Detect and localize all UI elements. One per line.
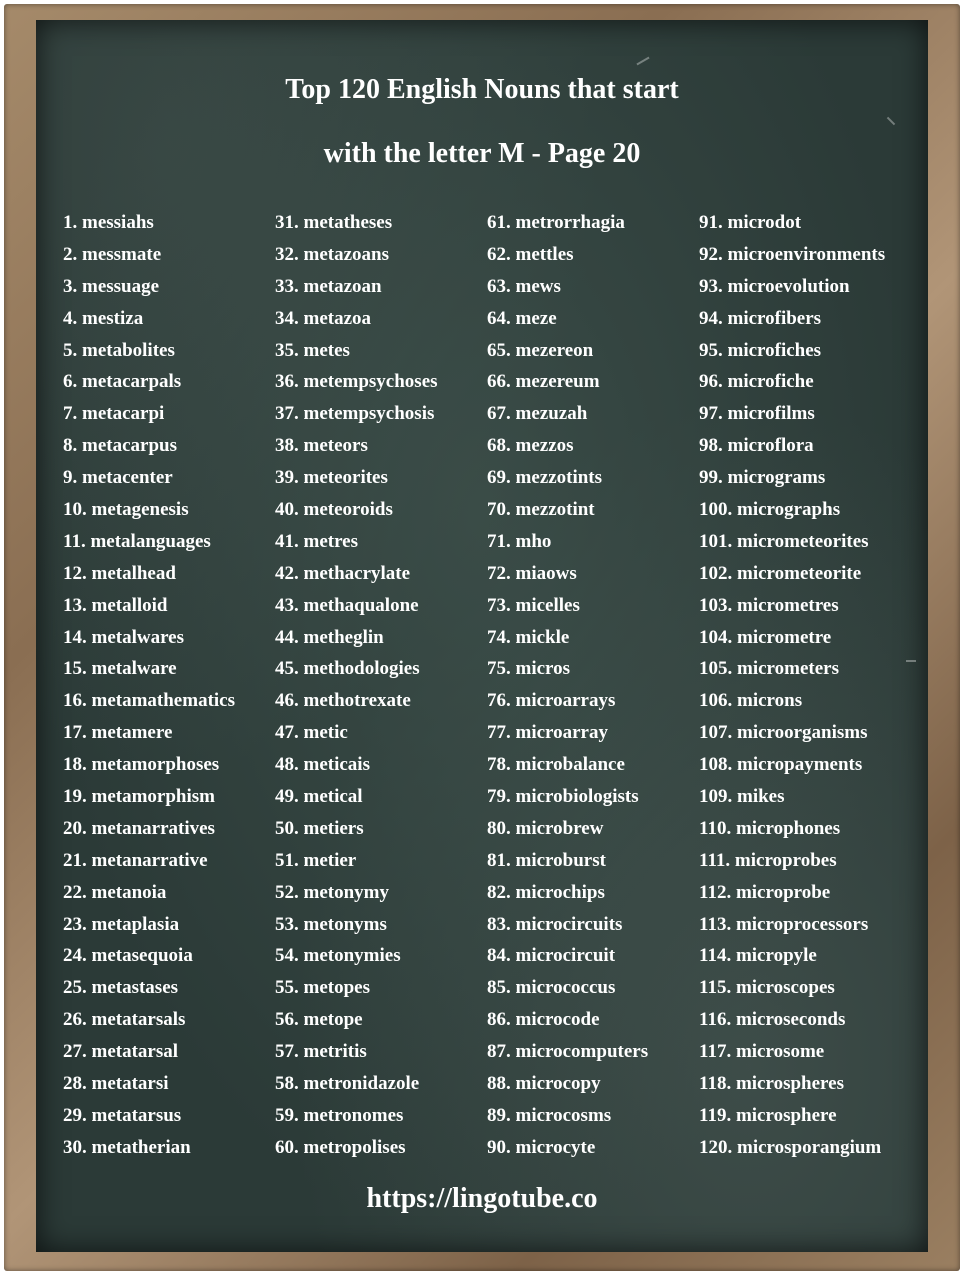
word-list-item: 7. metacarpi (63, 403, 165, 425)
word-list-item: 84. microcircuit (487, 945, 616, 967)
word-list-item: 67. mezuzah (487, 403, 588, 425)
word-list-item: 90. microcyte (487, 1136, 596, 1158)
word-list-item: 12. metalhead (63, 562, 176, 584)
word-list-item: 103. micrometres (699, 594, 839, 616)
word-list-item: 39. meteorites (275, 467, 388, 489)
word-list-item: 14. metalwares (63, 626, 185, 648)
word-list-item: 78. microbalance (487, 754, 625, 776)
word-list-item: 108. micropayments (699, 754, 863, 776)
word-list-item: 4. mestiza (63, 307, 144, 329)
word-column-3 (487, 207, 648, 1164)
word-list-item: 44. metheglin (275, 626, 384, 648)
footer-url[interactable]: https://lingotube.co (366, 1183, 598, 1214)
word-list-item: 75. micros (487, 658, 571, 680)
word-list-item: 88. microcopy (487, 1073, 601, 1095)
word-list-item: 48. meticais (275, 754, 370, 776)
word-list-item: 15. metalware (63, 658, 177, 680)
word-list-item: 40. meteoroids (275, 499, 393, 521)
word-list-item: 10. metagenesis (63, 499, 189, 521)
word-list-item: 71. mho (487, 530, 552, 552)
word-list-item: 20. metanarratives (63, 817, 215, 839)
word-list-item: 116. microseconds (699, 1009, 846, 1031)
word-list-item: 49. metical (275, 786, 363, 808)
word-list-item: 45. methodologies (275, 658, 420, 680)
word-list-item: 64. meze (487, 307, 557, 329)
word-list-item: 109. mikes (699, 786, 785, 808)
word-list-item: 119. microsphere (699, 1104, 837, 1126)
word-list-item: 37. metempsychosis (275, 403, 435, 425)
word-list-item: 33. metazoan (275, 275, 382, 297)
word-list-item: 87. microcomputers (487, 1041, 649, 1063)
word-list-item: 63. mews (487, 275, 561, 297)
word-list-item: 104. micrometre (699, 626, 832, 648)
word-list-item: 80. microbrew (487, 817, 604, 839)
word-list-item: 6. metacarpals (63, 371, 182, 393)
word-list-item: 98. microflora (699, 435, 814, 457)
word-list-item: 28. metatarsi (63, 1073, 169, 1095)
word-list-item: 57. metritis (275, 1041, 367, 1063)
word-list-item: 72. miaows (487, 562, 577, 584)
word-list-item: 70. mezzotint (487, 499, 595, 521)
word-list-item: 69. mezzotints (487, 467, 603, 489)
word-list-item: 16. metamathematics (63, 690, 236, 712)
word-list-item: 65. mezereon (487, 339, 594, 361)
word-list-item: 111. microprobes (699, 849, 837, 871)
word-list-item: 21. metanarrative (63, 849, 208, 871)
word-list-item: 8. metacarpus (63, 435, 177, 457)
word-list-item: 91. microdot (699, 212, 802, 233)
word-list-item: 120. microsporangium (699, 1136, 882, 1158)
word-list-item: 46. methotrexate (275, 690, 411, 712)
word-list-item: 82. microchips (487, 881, 605, 903)
word-list-item: 94. microfibers (699, 307, 822, 329)
word-list-item: 99. micrograms (699, 467, 826, 489)
word-list-item: 36. metempsychoses (275, 371, 438, 393)
word-list-item: 54. metonymies (275, 945, 401, 967)
word-list-item: 85. micrococcus (487, 977, 616, 999)
word-list-item: 35. metes (275, 339, 350, 361)
word-list-item: 105. micrometers (699, 658, 839, 680)
word-list-item: 9. metacenter (63, 467, 173, 489)
word-list-item: 19. metamorphism (63, 786, 215, 808)
word-list-item: 47. metic (275, 722, 348, 744)
word-list-item: 97. microfilms (699, 403, 815, 425)
word-list-item: 5. metabolites (63, 339, 175, 361)
word-list-item: 38. meteors (275, 435, 368, 457)
word-list-item: 60. metropolises (275, 1136, 406, 1158)
word-list-item: 81. microburst (487, 849, 606, 871)
word-list-item: 79. microbiologists (487, 786, 639, 808)
word-list-item: 26. metatarsals (63, 1009, 186, 1031)
word-list-item: 3. messuage (63, 275, 160, 297)
word-list-item: 68. mezzos (487, 435, 574, 457)
word-list-item: 101. micrometeorites (699, 530, 869, 552)
word-list-item: 29. metatarsus (63, 1104, 182, 1126)
word-list-item: 66. mezereum (487, 371, 600, 393)
word-list-item: 32. metazoans (275, 243, 389, 265)
word-list-item: 93. microevolution (699, 275, 850, 297)
word-list-item: 100. micrographs (699, 499, 841, 521)
word-list-item: 55. metopes (275, 977, 370, 999)
word-list-item: 112. microprobe (699, 881, 831, 903)
word-list-item: 1. messiahs (63, 212, 154, 233)
page-title-line-2: with the letter M - Page 20 (323, 138, 641, 169)
chalk-mark (906, 660, 916, 662)
word-column-2 (275, 207, 438, 1164)
word-list-item: 41. metres (275, 530, 359, 552)
word-list-item: 23. metaplasia (63, 913, 180, 935)
word-list-item: 43. methaqualone (275, 594, 419, 616)
word-list-item: 73. micelles (487, 594, 580, 616)
word-list-item: 76. microarrays (487, 690, 616, 712)
word-list-item: 89. microcosms (487, 1104, 612, 1126)
word-list-item: 86. microcode (487, 1009, 600, 1031)
word-list-item: 77. microarray (487, 722, 608, 744)
word-list-item: 113. microprocessors (699, 913, 869, 935)
word-list-item: 115. microscopes (699, 977, 835, 999)
word-list-item: 95. microfiches (699, 339, 822, 361)
word-list-item: 118. microspheres (699, 1073, 844, 1095)
chalk-mark (887, 117, 895, 125)
word-column-4 (699, 207, 885, 1164)
word-list-item: 107. microorganisms (699, 722, 868, 744)
word-list-item: 25. metastases (63, 977, 179, 999)
word-list-item: 96. microfiche (699, 371, 814, 393)
word-list-item: 106. microns (699, 690, 803, 712)
word-list-item: 2. messmate (63, 243, 162, 265)
word-list-item: 50. metiers (275, 817, 364, 839)
word-list-item: 58. metronidazole (275, 1073, 420, 1095)
word-list-item: 110. microphones (699, 817, 841, 839)
word-list-item: 92. microenvironments (699, 243, 886, 265)
word-list-item: 114. micropyle (699, 945, 817, 967)
word-list-item: 24. metasequoia (63, 945, 193, 967)
word-list-item: 59. metronomes (275, 1104, 404, 1126)
word-list-item: 51. metier (275, 849, 357, 871)
word-list-item: 52. metonymy (275, 881, 389, 903)
word-list-item: 42. methacrylate (275, 562, 411, 584)
word-list-item: 56. metope (275, 1009, 363, 1031)
word-list-item: 30. metatherian (63, 1136, 191, 1158)
chalk-mark (636, 57, 649, 66)
word-list-item: 61. metrorrhagia (487, 212, 625, 233)
word-list-item: 13. metalloid (63, 594, 168, 616)
word-list-item: 17. metamere (63, 722, 173, 744)
word-list-item: 18. metamorphoses (63, 754, 220, 776)
word-list-item: 11. metalanguages (63, 530, 211, 552)
word-column-1 (63, 207, 235, 1164)
word-list-item: 62. mettles (487, 243, 574, 265)
page-title-line-1: Top 120 English Nouns that start (285, 74, 679, 105)
word-list-item: 53. metonyms (275, 913, 387, 935)
word-list-item: 22. metanoia (63, 881, 167, 903)
word-list-item: 102. micrometeorite (699, 562, 862, 584)
word-list-item: 117. microsome (699, 1041, 825, 1063)
word-list-item: 27. metatarsal (63, 1041, 179, 1063)
word-list-item: 31. metatheses (275, 212, 393, 233)
word-list-item: 83. microcircuits (487, 913, 623, 935)
word-list-item: 74. mickle (487, 626, 570, 648)
word-list-item: 34. metazoa (275, 307, 372, 329)
